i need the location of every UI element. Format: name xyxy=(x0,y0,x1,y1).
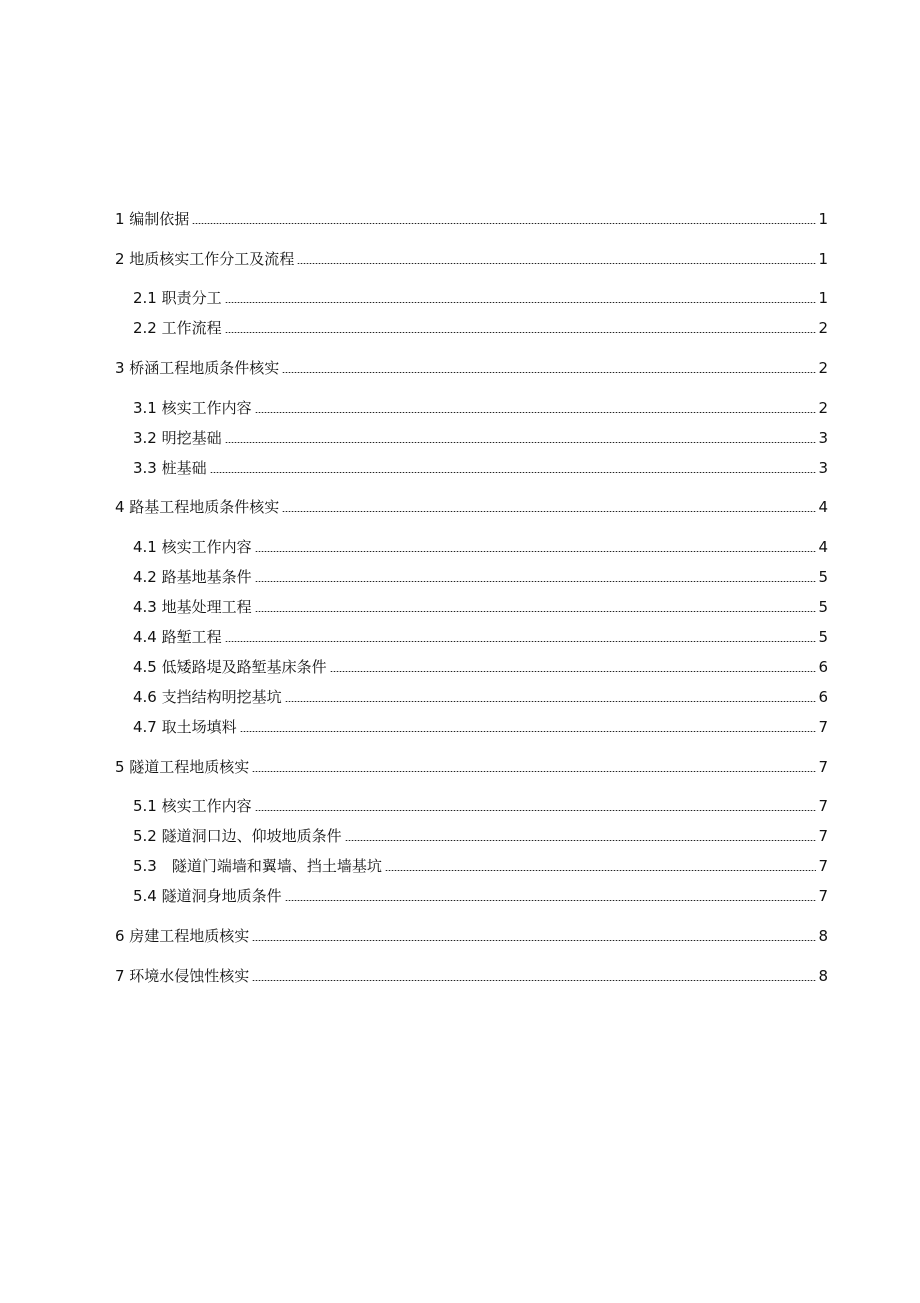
toc-entry-title: 3 桥涵工程地质条件核实 xyxy=(115,359,280,377)
toc-entry-title: 4 路基工程地质条件核实 xyxy=(115,498,280,516)
toc-entry-4[interactable] xyxy=(115,495,828,517)
toc-entry-page: 7 xyxy=(818,887,828,905)
toc-entry-2-2[interactable] xyxy=(133,316,828,338)
toc-entry-page: 8 xyxy=(818,927,828,945)
toc-entry-3-2[interactable] xyxy=(133,426,828,448)
toc-leader-dots xyxy=(282,372,816,373)
toc-entry-3-1[interactable] xyxy=(133,396,828,418)
toc-entry-5-3[interactable] xyxy=(133,854,828,876)
toc-entry-page: 7 xyxy=(818,758,828,776)
toc-leader-dots xyxy=(252,771,816,772)
toc-leader-dots xyxy=(385,870,817,871)
toc-leader-dots xyxy=(330,671,817,672)
toc-entry-4-4[interactable] xyxy=(133,625,828,647)
toc-entry-3[interactable] xyxy=(115,356,828,378)
toc-entry-5[interactable] xyxy=(115,755,828,777)
toc-leader-dots xyxy=(255,581,817,582)
toc-entry-page: 1 xyxy=(818,250,828,268)
toc-leader-dots xyxy=(225,332,817,333)
toc-leader-dots xyxy=(210,472,817,473)
toc-entry-4-7[interactable] xyxy=(133,715,828,737)
toc-entry-page: 2 xyxy=(818,359,828,377)
toc-entry-2-1[interactable] xyxy=(133,286,828,308)
toc-entry-title: 5.2 隧道洞口边、仰坡地质条件 xyxy=(133,827,342,845)
toc-entry-7[interactable] xyxy=(115,964,828,986)
toc-entry-title: 4.2 路基地基条件 xyxy=(133,568,252,586)
toc-entry-title: 4.4 路堑工程 xyxy=(133,628,222,646)
toc-entry-page: 4 xyxy=(818,498,828,516)
toc-entry-title: 2 地质核实工作分工及流程 xyxy=(115,250,295,268)
toc-entry-4-6[interactable] xyxy=(133,685,828,707)
toc-entry-2[interactable] xyxy=(115,247,828,269)
toc-leader-dots xyxy=(252,980,816,981)
toc-leader-dots xyxy=(255,611,817,612)
toc-entry-4-3[interactable] xyxy=(133,595,828,617)
toc-leader-dots xyxy=(255,551,817,552)
toc-entry-5-2[interactable] xyxy=(133,824,828,846)
toc-entry-title: 3.2 明挖基础 xyxy=(133,429,222,447)
toc-leader-dots xyxy=(282,511,816,512)
toc-leader-dots xyxy=(252,940,816,941)
toc-entry-title: 3.1 核实工作内容 xyxy=(133,399,252,417)
toc-entry-page: 7 xyxy=(818,857,828,875)
toc-leader-dots xyxy=(345,840,817,841)
toc-entry-title: 4.7 取土场填料 xyxy=(133,718,237,736)
toc-entry-title: 4.1 核实工作内容 xyxy=(133,538,252,556)
toc-entry-title: 5 隧道工程地质核实 xyxy=(115,758,250,776)
toc-entry-title: 5.4 隧道洞身地质条件 xyxy=(133,887,282,905)
toc-entry-page: 5 xyxy=(818,568,828,586)
toc-entry-title: 6 房建工程地质核实 xyxy=(115,927,250,945)
toc-entry-page: 5 xyxy=(818,598,828,616)
toc-entry-page: 7 xyxy=(818,718,828,736)
toc-entry-title: 2.1 职责分工 xyxy=(133,289,222,307)
toc-entry-1[interactable] xyxy=(115,207,828,229)
toc-entry-4-5[interactable] xyxy=(133,655,828,677)
toc-entry-page: 2 xyxy=(818,319,828,337)
toc-entry-title: 5.1 核实工作内容 xyxy=(133,797,252,815)
toc-entry-title: 4.3 地基处理工程 xyxy=(133,598,252,616)
toc-entry-page: 3 xyxy=(818,429,828,447)
toc-leader-dots xyxy=(225,641,817,642)
toc-leader-dots xyxy=(240,731,817,732)
toc-entry-page: 1 xyxy=(818,210,828,228)
toc-entry-page: 6 xyxy=(818,688,828,706)
toc-leader-dots xyxy=(297,263,816,264)
toc-entry-title: 1 编制依据 xyxy=(115,210,190,228)
toc-entry-title: 4.6 支挡结构明挖基坑 xyxy=(133,688,282,706)
toc-entry-page: 7 xyxy=(818,827,828,845)
toc-entry-4-1[interactable] xyxy=(133,535,828,557)
toc-entry-4-2[interactable] xyxy=(133,565,828,587)
toc-entry-page: 8 xyxy=(818,967,828,985)
toc-leader-dots xyxy=(225,442,817,443)
toc-entry-5-4[interactable] xyxy=(133,884,828,906)
toc-entry-title: 7 环境水侵蚀性核实 xyxy=(115,967,250,985)
toc-leader-dots xyxy=(285,900,817,901)
toc-leader-dots xyxy=(285,701,817,702)
toc-leader-dots xyxy=(192,223,816,224)
toc-entry-page: 6 xyxy=(818,658,828,676)
toc-entry-6[interactable] xyxy=(115,924,828,946)
toc-entry-page: 7 xyxy=(818,797,828,815)
toc-entry-title: 5.3 隧道门端墙和翼墙、挡土墙基坑 xyxy=(133,857,382,875)
toc-leader-dots xyxy=(255,810,817,811)
toc-entry-page: 4 xyxy=(818,538,828,556)
toc-entry-title: 3.3 桩基础 xyxy=(133,459,207,477)
toc-entry-title: 2.2 工作流程 xyxy=(133,319,222,337)
toc-leader-dots xyxy=(255,412,817,413)
toc-entry-3-3[interactable] xyxy=(133,456,828,478)
toc-entry-page: 5 xyxy=(818,628,828,646)
toc-entry-page: 3 xyxy=(818,459,828,477)
toc-leader-dots xyxy=(225,302,817,303)
toc-entry-5-1[interactable] xyxy=(133,794,828,816)
toc-entry-page: 2 xyxy=(818,399,828,417)
toc-entry-title: 4.5 低矮路堤及路堑基床条件 xyxy=(133,658,327,676)
toc-entry-page: 1 xyxy=(818,289,828,307)
